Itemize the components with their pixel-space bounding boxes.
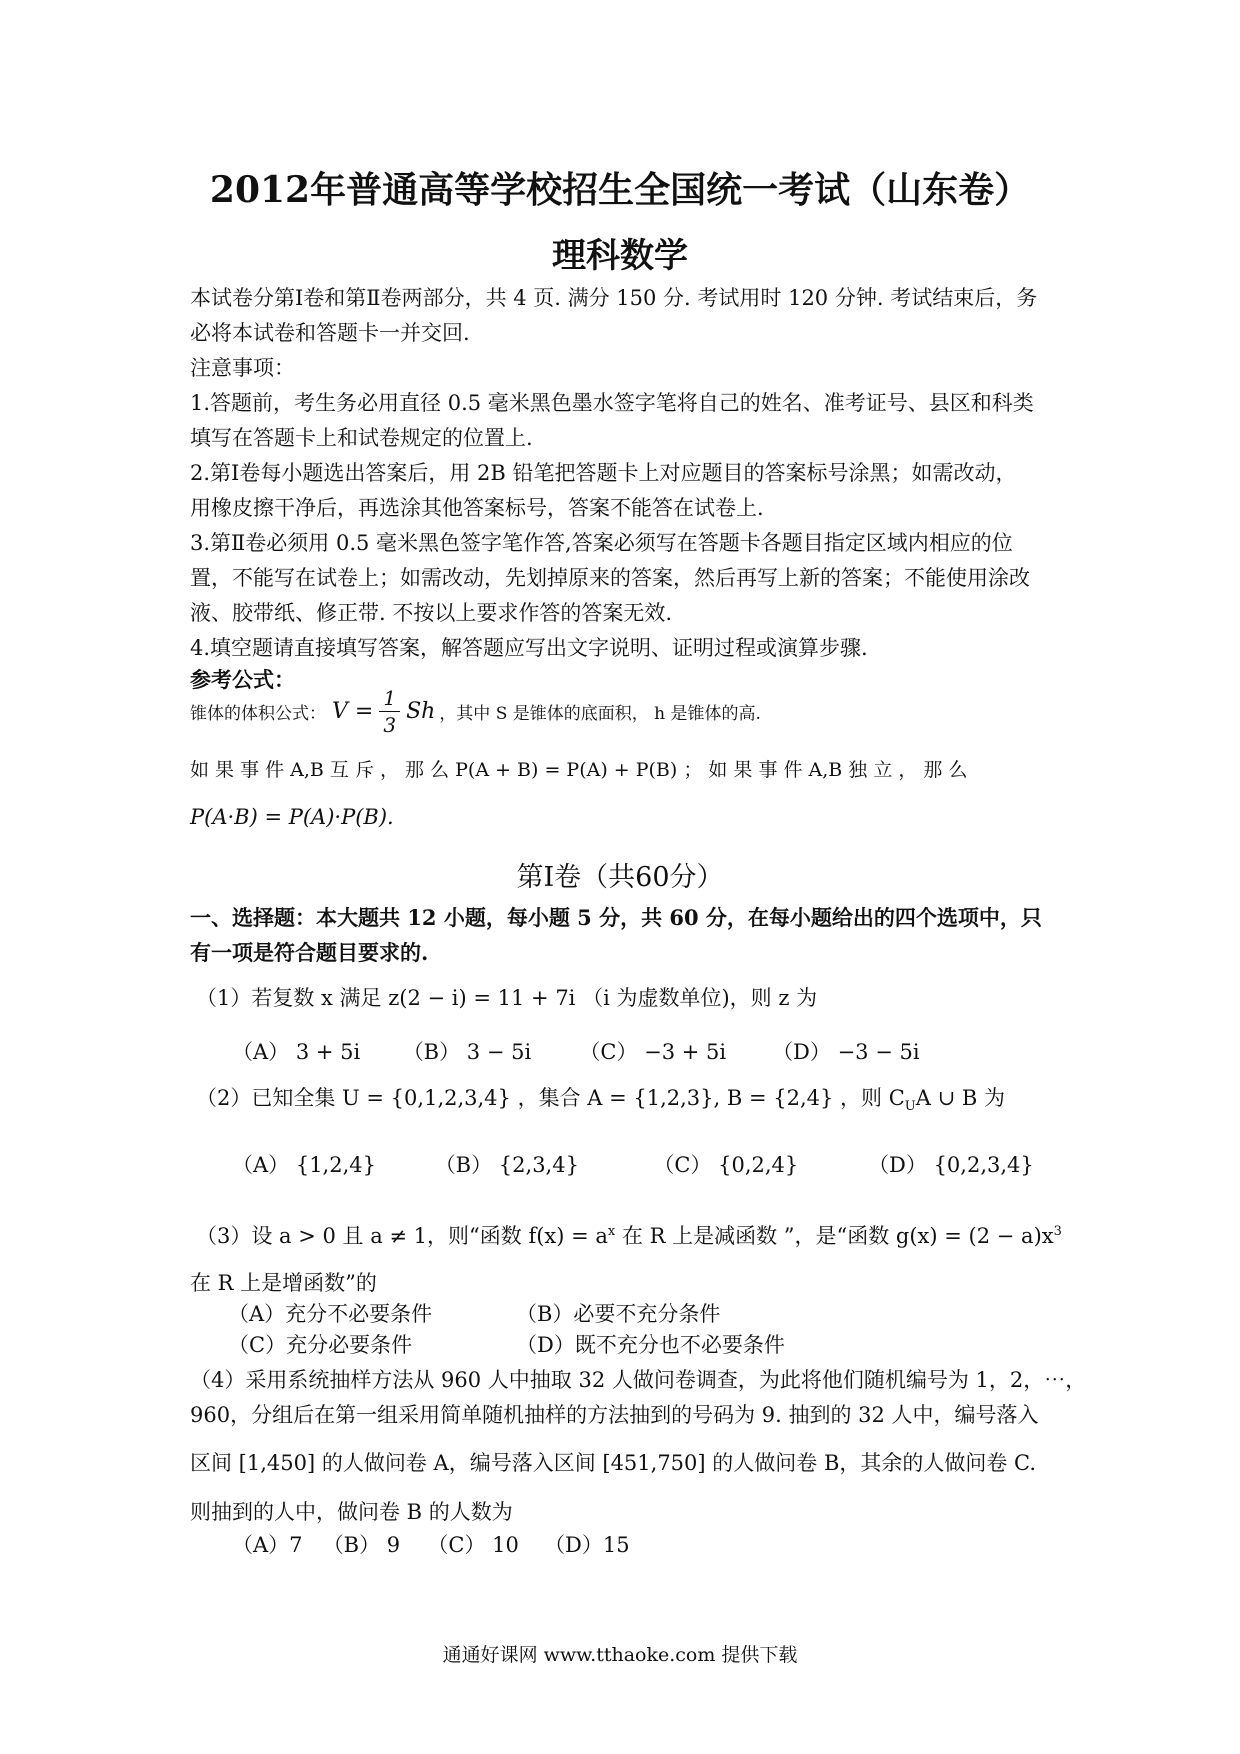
cone-denominator: 3 — [383, 712, 397, 737]
q3-option-a: （A）充分不必要条件 — [228, 1302, 433, 1326]
note-3-b: 置，不能写在试卷上；如需改动，先划掉原来的答案，然后再写上新的答案；不能使用涂改 — [190, 566, 1030, 590]
q3-stem-sup2: 3 — [1053, 1224, 1062, 1239]
q2-option-a: （A） {1,2,4} — [232, 1153, 376, 1177]
q3-option-b: （B）必要不充分条件 — [516, 1302, 721, 1326]
q4-option-a: （A）7 — [232, 1533, 303, 1557]
exam-subtitle: 理科数学 — [552, 236, 688, 276]
intro-line-2: 必将本试卷和答题卡一并交回. — [190, 321, 470, 345]
q4-option-c: （C） 10 — [427, 1533, 519, 1557]
cone-suffix: ，其中 S 是锥体的底面积， h 是锥体的高. — [439, 703, 761, 724]
q1-option-d: （D） −3 − 5i — [772, 1040, 920, 1064]
question-4-options — [232, 1530, 630, 1560]
q2-option-b: （B） {2,3,4} — [434, 1153, 579, 1177]
q3-option-c: （C）充分必要条件 — [228, 1333, 413, 1357]
q3-stem-b: 在 R 上是减函数 ”，是“函数 g(x) = (2 − a)x — [615, 1224, 1054, 1248]
event-formula: 如 果 事 件 A,B 互 斥 ， 那 么 P(A + B) = P(A) + P(B) ； 如 果 事 件 A,B 独 立 ， 那 么 — [190, 759, 968, 781]
formula-label: 参考公式： — [190, 667, 295, 692]
question-2-options — [232, 1150, 1034, 1180]
q3-stem-a: （3）设 a > 0 且 a ≠ 1，则“函数 f(x) = a — [196, 1224, 608, 1248]
question-4-line-3: 区间 [1,450] 的人做问卷 A，编号落入区间 [451,750] 的人做问卷 B，其余的人做问卷 C. — [190, 1451, 1037, 1475]
section-title: 第Ⅰ卷（共60分） — [516, 862, 724, 893]
q1-option-b: （B） 3 − 5i — [402, 1040, 532, 1064]
cone-rhs: Sh — [406, 698, 436, 724]
question-1-options — [232, 1037, 920, 1067]
q4-option-d: （D）15 — [544, 1533, 630, 1557]
cone-prefix: 锥体的体积公式： — [190, 703, 326, 724]
note-2-b: 用橡皮擦干净后，再选涂其他答案标号，答案不能答在试卷上. — [190, 496, 764, 520]
question-4-line-2: 960，分组后在第一组采用简单随机抽样的方法抽到的号码为 9. 抽到的 32 人中，编号落入 — [190, 1403, 1039, 1427]
q4-option-b: （B） 9 — [322, 1533, 401, 1557]
q3-option-d: （D）既不充分也不必要条件 — [516, 1333, 785, 1357]
note-4: 4.填空题请直接填写答案，解答题应写出文字说明、证明过程或演算步骤. — [190, 636, 868, 660]
question-4-line-1: （4）采用系统抽样方法从 960 人中抽取 32 人做问卷调查，为此将他们随机编号为 1，2，⋯， — [190, 1368, 1087, 1392]
cone-fraction — [379, 685, 400, 738]
q1-option-c: （C） −3 + 5i — [579, 1040, 727, 1064]
note-3-a: 3.第Ⅱ卷必须用 0.5 毫米黑色签字笔作答,答案必须写在答题卡各题目指定区域内相应的位 — [190, 531, 1013, 555]
section-instruction-2: 有一项是符合题目要求的. — [190, 940, 429, 965]
q2-stem-end: A ∪ B 为 — [915, 1086, 1005, 1110]
question-2-stem — [196, 1083, 1005, 1122]
q2-option-d: （D） {0,2,3,4} — [868, 1153, 1034, 1177]
q3-stem-sup: x — [607, 1224, 616, 1239]
section-instruction-1: 一、选择题：本大题共 12 小题，每小题 5 分，共 60 分，在每小题给出的四个选项中，只 — [190, 905, 1042, 930]
q1-option-a: （A） 3 + 5i — [232, 1040, 361, 1064]
cone-numerator: 1 — [379, 685, 400, 712]
question-3-stem — [196, 1217, 1062, 1251]
notes-label: 注意事项： — [190, 356, 295, 380]
note-1-b: 填写在答题卡上和试卷规定的位置上. — [190, 426, 533, 450]
exam-title: 2012年普通高等学校招生全国统一考试（山东卷） — [209, 169, 1031, 211]
q2-option-c: （C） {0,2,4} — [653, 1153, 799, 1177]
note-2-a: 2.第Ⅰ卷每小题选出答案后，用 2B 铅笔把答题卡上对应题目的答案标号涂黑；如需改动， — [190, 461, 1017, 485]
q2-stem-main: （2）已知全集 U = {0,1,2,3,4} ，集合 A = {1,2,3}, B = {2,4} ，则 C — [196, 1086, 905, 1110]
independent-formula: P(A·B) = P(A)·P(B). — [190, 805, 394, 829]
intro-line-1: 本试卷分第Ⅰ卷和第Ⅱ卷两部分，共 4 页. 满分 150 分. 考试用时 120 分钟. 考试结束后，务 — [190, 286, 1038, 310]
cone-lhs: V = — [332, 698, 374, 724]
note-3-c: 液、胶带纸、修正带. 不按以上要求作答的答案无效. — [190, 601, 673, 625]
note-1-a: 1.答题前，考生务必用直径 0.5 毫米黑色墨水签字笔将自己的姓名、准考证号、县区和科类 — [190, 391, 1034, 415]
question-1-stem: （1）若复数 x 满足 z(2 − i) = 11 + 7i （i 为虚数单位)，则 z 为 — [196, 986, 818, 1010]
question-3-stem-2: 在 R 上是增函数”的 — [190, 1271, 377, 1295]
cone-formula — [190, 676, 761, 746]
q2-stem-sub: U — [904, 1099, 916, 1115]
question-4-line-4: 则抽到的人中，做问卷 B 的人数为 — [190, 1500, 513, 1524]
page-footer: 通通好课网 www.tthaoke.com 提供下载 — [442, 1644, 798, 1666]
